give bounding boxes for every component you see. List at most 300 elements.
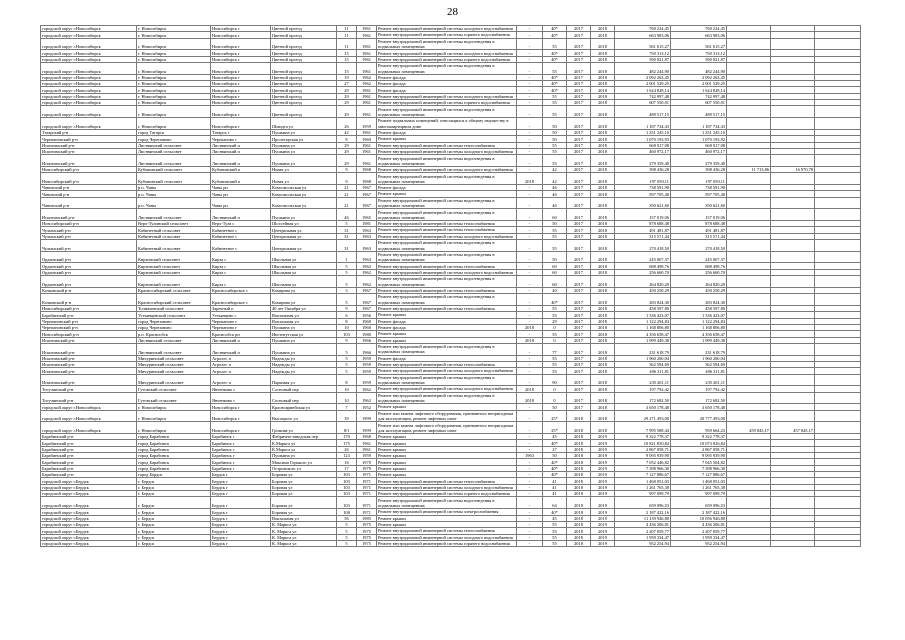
cell-house-number: 103 — [337, 497, 357, 509]
cell-house-number: 19 — [337, 74, 357, 80]
cell-wear-percent: 60 — [543, 276, 567, 288]
cell-street: Цветной проезд — [271, 56, 337, 62]
cell-street: Центральная ул — [271, 233, 337, 239]
cell-locality: Черепаново г — [211, 324, 271, 330]
cell-municipality: Кочковский р-н — [41, 294, 137, 306]
cell-settlement: г. Бердск — [137, 534, 211, 540]
cell-locality: Бердск г — [211, 478, 271, 484]
cell-plan-start: 2018 — [567, 410, 591, 422]
cell-house-number: 103 — [337, 484, 357, 490]
cell-last-repair-year: - — [517, 56, 543, 62]
cell-municipality: Барабинский р-н — [41, 472, 137, 478]
cell-locality: Новосибирск г — [211, 422, 271, 434]
cell-last-repair-year: - — [517, 148, 543, 154]
cell-house-number: 5 — [337, 263, 357, 269]
cell-plan-start: 2018 — [567, 515, 591, 521]
cell-settlement: г. Бердск — [137, 515, 211, 521]
cell-last-repair-year: - — [517, 251, 543, 263]
cell-plan-end: 2019 — [591, 509, 615, 515]
cell-plan-end: 2018 — [591, 251, 615, 263]
cell-house-number: 11 — [337, 26, 357, 32]
table-body — [41, 26, 861, 547]
cell-house-number: 5 — [337, 361, 357, 367]
cell-work-type: Ремонт фасада — [377, 355, 517, 361]
cell-plan-start: 2017 — [567, 343, 591, 355]
cell-last-repair-year: - — [517, 197, 543, 209]
cell-street: Комсомольская ул — [271, 184, 337, 190]
cell-plan-start: 2017 — [567, 374, 591, 386]
cell-fund-cost: 738 591,90 — [671, 184, 727, 190]
cell-house-number: 108 — [337, 509, 357, 515]
cell-total-cost: 1 251 245,10 — [615, 129, 671, 135]
cell-total-cost: 450 250,29 — [615, 287, 671, 293]
cell-house-number: 29 — [337, 100, 357, 106]
cell-municipality: Ордынский р-н — [41, 269, 137, 275]
cell-street: Комсомольская ул — [271, 197, 337, 209]
cell-build-year: 1960 — [357, 324, 377, 330]
cell-plan-end: 2018 — [591, 361, 615, 367]
cell-last-repair-year: - — [517, 294, 543, 306]
cell-last-repair-year: - — [517, 155, 543, 167]
cell-street: Пушкина ул — [271, 324, 337, 330]
cell-build-year: 1961 — [357, 100, 377, 106]
cell-build-year: 1961 — [357, 446, 377, 452]
cell-total-cost: 197 059,11 — [615, 173, 671, 185]
cell-plan-start: 2017 — [567, 305, 591, 311]
cell-plan-end: 2018 — [591, 269, 615, 275]
cell-locality: Бердск г — [211, 491, 271, 497]
cell-house-number: 29 — [337, 106, 357, 118]
cell-fund-cost: 2 092 263,45 — [671, 74, 727, 80]
cell-street: Цветной проезд — [271, 87, 337, 93]
cell-plan-end: 2018 — [591, 392, 615, 404]
cell-wear-percent: 55 — [543, 233, 567, 239]
cell-locality: Новосибирск г — [211, 56, 271, 62]
cell-locality: Краснообск рп — [211, 331, 271, 337]
cell-wear-percent: 60 — [543, 269, 567, 275]
cell-other-cost — [815, 294, 861, 306]
cell-total-cost: 29 271 493,00 — [615, 410, 671, 422]
cell-work-type: Ремонт фасада — [377, 129, 517, 135]
cell-plan-end: 2018 — [591, 93, 615, 99]
cell-street: Цветной проезд — [271, 63, 337, 75]
cell-fund-cost: 1 099 449,38 — [671, 337, 727, 343]
cell-work-type: Ремонт внутридомовой инженерной системы холодного водоснабжения — [377, 269, 517, 275]
cell-municipality: Чановский р-н — [41, 191, 137, 197]
cell-plan-start: 2017 — [567, 100, 591, 106]
cell-plan-end: 2018 — [591, 50, 615, 56]
cell-plan-end: 2018 — [591, 312, 615, 318]
cell-plan-end: 2018 — [591, 142, 615, 148]
cell-build-year: 1968 — [357, 166, 377, 172]
cell-last-repair-year: 1963 — [517, 453, 543, 459]
cell-street: Школьная ул — [271, 251, 337, 263]
cell-last-repair-year: - — [517, 491, 543, 497]
cell-total-cost: 231 618,79 — [615, 343, 671, 355]
cell-last-repair-year: - — [517, 540, 543, 546]
cell-last-repair-year: 2018 — [517, 324, 543, 330]
cell-municipality: Ордынский р-н — [41, 263, 137, 269]
cell-locality: Кирза с — [211, 251, 271, 263]
cell-last-repair-year: - — [517, 129, 543, 135]
cell-work-type: Ремонт внутридомовой инженерной системы водоотведения в подвальных помещениях — [377, 63, 517, 75]
cell-settlement: город Барабинск — [137, 446, 211, 452]
table-row — [41, 63, 861, 75]
cell-fund-cost: 283 824,30 — [671, 294, 727, 306]
cell-street: Шмидта ул — [271, 118, 337, 130]
cell-house-number: 29 — [337, 148, 357, 154]
cell-work-type: Ремонт крыши — [377, 515, 517, 521]
table-row — [41, 173, 861, 185]
cell-locality: Татарск г — [211, 129, 271, 135]
cell-fund-cost: 997 099,79 — [671, 491, 727, 497]
cell-fund-cost: 157 019,06 — [671, 209, 727, 221]
cell-plan-end: 2018 — [591, 287, 615, 293]
cell-locality: Кабинетное с — [211, 227, 271, 233]
cell-plan-end: 2018 — [591, 155, 615, 167]
cell-street: Боровая ул — [271, 491, 337, 497]
cell-municipality: городской округ г.Новосибирск — [41, 87, 137, 93]
cell-locality: Кубовинский п — [211, 166, 271, 172]
cell-subsidy-cost — [727, 540, 771, 546]
cell-house-number: 8 — [337, 374, 357, 386]
cell-plan-end: 2018 — [591, 276, 615, 288]
cell-street: Школьная ул — [271, 276, 337, 288]
cell-plan-start: 2018 — [567, 422, 591, 434]
cell-settlement: Устьянцевский сельсовет — [137, 312, 211, 318]
cell-municipality: Чулымский р-н — [41, 233, 137, 239]
cell-owners-cost — [771, 38, 815, 50]
cell-owners-cost — [771, 374, 815, 386]
cell-settlement: г. Новосибирск — [137, 118, 211, 130]
cell-fund-cost: 235 261,11 — [671, 374, 727, 386]
cell-fund-cost: 7 127 886,67 — [671, 472, 727, 478]
cell-fund-cost: 750 313,12 — [671, 50, 727, 56]
cell-municipality: городской округ г.Бердск — [41, 534, 137, 540]
cell-fund-cost: 597 705,40 — [671, 191, 727, 197]
cell-settlement: Листвянский сельсовет — [137, 148, 211, 154]
cell-total-cost: 1 099 449,38 — [615, 337, 671, 343]
cell-plan-start: 2017 — [567, 63, 591, 75]
cell-last-repair-year: - — [517, 404, 543, 410]
cell-other-cost — [815, 197, 861, 209]
cell-street: Центральная ул — [271, 227, 337, 233]
cell-last-repair-year: - — [517, 191, 543, 197]
cell-total-cost: 9 095 939,90 — [615, 453, 671, 459]
cell-build-year: 1985 — [357, 515, 377, 521]
cell-house-number: 46 — [337, 209, 357, 221]
cell-plan-start: 2017 — [567, 331, 591, 337]
cell-plan-start: 2017 — [567, 227, 591, 233]
cell-settlement: город Бердск — [137, 472, 211, 478]
cell-locality: Красносибирское с — [211, 287, 271, 293]
cell-locality: Кирза с — [211, 263, 271, 269]
cell-last-repair-year: - — [517, 32, 543, 38]
cell-fund-cost: 1 468 051,03 — [671, 478, 727, 484]
cell-house-number: 9 — [337, 337, 357, 343]
cell-fund-cost: 458 397,80 — [671, 305, 727, 311]
cell-wear-percent: 50 — [543, 453, 567, 459]
cell-wear-percent: 50 — [543, 129, 567, 135]
cell-street: К. Маркса ул — [271, 534, 337, 540]
cell-house-number: 29 — [337, 142, 357, 148]
cell-settlement: г. Новосибирск — [137, 87, 211, 93]
cell-settlement: Кубовинский сельсовет — [137, 166, 211, 172]
cell-locality: Бердск г — [211, 528, 271, 534]
cell-work-type: Ремонт крыши — [377, 312, 517, 318]
cell-street: Пушкина ул — [271, 343, 337, 355]
cell-municipality: Искитимский р-н — [41, 361, 137, 367]
cell-last-repair-year: - — [517, 38, 543, 50]
cell-wear-percent: 55 — [543, 155, 567, 167]
cell-plan-start: 2018 — [567, 440, 591, 446]
cell-municipality: городской округ г.Новосибирск — [41, 422, 137, 434]
cell-build-year: 1981 — [357, 221, 377, 227]
cell-build-year: 1959 — [357, 374, 377, 386]
cell-house-number: 5 — [337, 294, 357, 306]
cell-wear-percent: 25* — [543, 422, 567, 434]
cell-house-number: 31 — [337, 227, 357, 233]
cell-fund-cost: 245 007,37 — [671, 251, 727, 263]
cell-last-repair-year: - — [517, 361, 543, 367]
cell-street: К. Маркса ул — [271, 521, 337, 527]
cell-plan-start: 2018 — [567, 491, 591, 497]
cell-plan-start: 2017 — [567, 324, 591, 330]
cell-plan-start: 2018 — [567, 521, 591, 527]
cell-plan-end: 2018 — [591, 129, 615, 135]
cell-plan-end: 2018 — [591, 106, 615, 118]
cell-plan-start: 2017 — [567, 318, 591, 324]
cell-wear-percent: 90 — [543, 374, 567, 386]
cell-subsidy-cost — [727, 410, 771, 422]
cell-plan-start: 2018 — [567, 509, 591, 515]
cell-work-type: Ремонт крыши — [377, 434, 517, 440]
cell-fund-cost: 7 398 966,30 — [671, 465, 727, 471]
cell-street: Боровая ул — [271, 497, 337, 509]
cell-other-cost — [815, 392, 861, 404]
cell-wear-percent: 55 — [543, 534, 567, 540]
cell-street: Высоцкого ул — [271, 410, 337, 422]
cell-plan-start: 2017 — [567, 50, 591, 56]
cell-build-year: 1959 — [357, 361, 377, 367]
cell-municipality: городской округ г.Новосибирск — [41, 63, 137, 75]
cell-plan-start: 2018 — [567, 465, 591, 471]
cell-other-cost — [815, 240, 861, 252]
cell-wear-percent: 40* — [543, 465, 567, 471]
cell-wear-percent: 46 — [543, 197, 567, 209]
cell-wear-percent: 41 — [543, 478, 567, 484]
cell-fund-cost: 760 224,45 — [671, 26, 727, 32]
cell-municipality: Искитимский р-н — [41, 209, 137, 221]
cell-plan-end: 2018 — [591, 240, 615, 252]
cell-municipality: городской округ г.Новосибирск — [41, 50, 137, 56]
cell-municipality: городской округ г.Бердск — [41, 528, 137, 534]
cell-plan-end: 2019 — [591, 515, 615, 521]
cell-settlement: Мичуринский сельсовет — [137, 374, 211, 386]
cell-total-cost: 760 224,45 — [615, 26, 671, 32]
cell-plan-start: 2017 — [567, 355, 591, 361]
cell-build-year: 1975 — [357, 521, 377, 527]
cell-owners-cost — [771, 155, 815, 167]
cell-plan-start: 2017 — [567, 142, 591, 148]
cell-settlement: г. Новосибирск — [137, 93, 211, 99]
cell-wear-percent: 55 — [543, 38, 567, 50]
cell-wear-percent: 40 — [543, 287, 567, 293]
cell-municipality: Новосибирский р-н — [41, 331, 137, 337]
cell-house-number: 5 — [337, 521, 357, 527]
cell-house-number: 1 — [337, 251, 357, 263]
cell-total-cost: 878 688,48 — [615, 221, 671, 227]
cell-fund-cost: 2 207 859,77 — [671, 528, 727, 534]
cell-subsidy-cost — [727, 106, 771, 118]
cell-work-type: Ремонт внутридомовой инженерной системы водоотведения в подвальных помещениях — [377, 173, 517, 185]
cell-locality: Новосибирск г — [211, 106, 271, 118]
cell-wear-percent: 0 — [543, 386, 567, 392]
cell-work-type: Ремонт внутридомовой инженерной системы водоотведения в подвальных помещениях — [377, 392, 517, 404]
cell-locality: Новосибирск г — [211, 63, 271, 75]
cell-settlement: г. Новосибирск — [137, 106, 211, 118]
cell-street: Цветной проезд — [271, 32, 337, 38]
cell-work-type: Ремонт внутридомовой инженерной системы водоотведения в подвальных помещениях — [377, 343, 517, 355]
cell-street: Новая ул — [271, 166, 337, 172]
cell-fund-cost: 1 624 828,14 — [671, 87, 727, 93]
cell-locality: Заречный п — [211, 305, 271, 311]
cell-last-repair-year: - — [517, 305, 543, 311]
cell-house-number: 17 — [337, 465, 357, 471]
cell-plan-end: 2019 — [591, 459, 615, 465]
cell-locality: Бердск г — [211, 540, 271, 546]
cell-wear-percent: 46 — [543, 184, 567, 190]
cell-plan-end: 2019 — [591, 484, 615, 490]
cell-plan-start: 2017 — [567, 392, 591, 404]
cell-last-repair-year: - — [517, 422, 543, 434]
cell-house-number: 26 — [337, 446, 357, 452]
cell-municipality: городской округ г.Бердск — [41, 478, 137, 484]
cell-fund-cost: 561 615,27 — [671, 38, 727, 50]
cell-subsidy-cost — [727, 155, 771, 167]
cell-wear-percent: 60 — [543, 209, 567, 221]
cell-wear-percent: 55 — [543, 528, 567, 534]
cell-locality: Черепаново г — [211, 318, 271, 324]
cell-build-year: 1961 — [357, 26, 377, 32]
cell-owners-cost — [771, 173, 815, 185]
cell-plan-start: 2017 — [567, 184, 591, 190]
cell-settlement: г. Новосибирск — [137, 100, 211, 106]
cell-municipality: Кочковский р-н — [41, 287, 137, 293]
cell-total-cost: 590 821,87 — [615, 56, 671, 62]
cell-street: Центральная ул — [271, 240, 337, 252]
cell-fund-cost: 1 122 294,84 — [671, 318, 727, 324]
cell-plan-end: 2018 — [591, 305, 615, 311]
cell-wear-percent: 40* — [543, 50, 567, 56]
cell-settlement: Кабинетный сельсовет — [137, 233, 211, 239]
cell-other-cost — [815, 410, 861, 422]
cell-locality: Новосибирск г — [211, 87, 271, 93]
cell-total-cost: 460 972,17 — [615, 148, 671, 154]
cell-plan-start: 2017 — [567, 386, 591, 392]
cell-fund-cost: 460 972,17 — [671, 148, 727, 154]
cell-street: Громова ул — [271, 422, 337, 434]
cell-subsidy-cost — [727, 197, 771, 209]
cell-last-repair-year: - — [517, 240, 543, 252]
cell-locality: Новосибирск г — [211, 404, 271, 410]
cell-total-cost: 1 122 294,84 — [615, 318, 671, 324]
cell-house-number: 8 — [337, 318, 357, 324]
cell-street: Островского ул — [271, 465, 337, 471]
cell-total-cost: 350 621,60 — [615, 197, 671, 209]
cell-house-number: 5 — [337, 269, 357, 275]
cell-other-cost — [815, 106, 861, 118]
cell-subsidy-cost — [727, 294, 771, 306]
cell-plan-end: 2018 — [591, 410, 615, 422]
cell-plan-end: 2019 — [591, 540, 615, 546]
cell-build-year: 1961 — [357, 142, 377, 148]
cell-settlement: г. Новосибирск — [137, 410, 211, 422]
cell-work-type: Ремонт внутридомовой инженерной системы водоотведения в подвальных помещениях — [377, 209, 517, 221]
cell-locality: Устьянцево с — [211, 312, 271, 318]
cell-wear-percent: 42 — [543, 166, 567, 172]
cell-wear-percent: 55 — [543, 331, 567, 337]
cell-build-year: 1962 — [357, 269, 377, 275]
cell-build-year: 1961 — [357, 87, 377, 93]
cell-fund-cost: 172 682,50 — [671, 392, 727, 404]
cell-total-cost: 1 261 765,38 — [615, 484, 671, 490]
cell-house-number: 11 — [337, 32, 357, 38]
cell-plan-start: 2017 — [567, 32, 591, 38]
cell-house-number: 9 — [337, 305, 357, 311]
cell-owners-cost — [771, 251, 815, 263]
cell-fund-cost: 398 436,28 — [671, 166, 727, 172]
cell-locality: Янченково с — [211, 392, 271, 404]
cell-locality: Агролес п — [211, 374, 271, 386]
cell-work-type: Ремонт крыши — [377, 191, 517, 197]
cell-total-cost: 1 336 423,07 — [615, 312, 671, 318]
cell-municipality: Новосибирский р-н — [41, 166, 137, 172]
cell-plan-start: 2018 — [567, 534, 591, 540]
cell-work-type: Ремонт подвальных помещений, относящихся к общему имуществу в многоквартирном доме — [377, 118, 517, 130]
cell-house-number: 16 — [337, 459, 357, 465]
cell-plan-start: 2018 — [567, 484, 591, 490]
cell-last-repair-year: - — [517, 142, 543, 148]
cell-house-number: 26 — [337, 118, 357, 130]
cell-fund-cost: 3 650 178,48 — [671, 404, 727, 410]
cell-subsidy-cost: 459 845,17 — [727, 422, 771, 434]
cell-build-year: 1968 — [357, 173, 377, 185]
cell-owners-cost — [771, 63, 815, 75]
cell-work-type: Ремонт внутридомовой инженерной системы теплоснабжения — [377, 263, 517, 269]
cell-build-year: 1959 — [357, 118, 377, 130]
cell-build-year: 1969 — [357, 136, 377, 142]
cell-build-year: 1967 — [357, 305, 377, 311]
cell-last-repair-year: - — [517, 484, 543, 490]
cell-municipality: городской округ г.Новосибирск — [41, 404, 137, 410]
cell-build-year: 1963 — [357, 233, 377, 239]
cell-build-year: 1965 — [357, 209, 377, 221]
cell-municipality: Искитимский р-н — [41, 148, 137, 154]
cell-subsidy-cost — [727, 392, 771, 404]
cell-settlement: г. Бердск — [137, 491, 211, 497]
cell-wear-percent: 25* — [543, 410, 567, 422]
cell-work-type: Ремонт внутридомовой инженерной системы водоотведения в подвальных помещениях — [377, 197, 517, 209]
cell-work-type: Ремонт крыши — [377, 453, 517, 459]
cell-last-repair-year: - — [517, 318, 543, 324]
cell-last-repair-year: - — [517, 136, 543, 142]
cell-street: Цветной проезд — [271, 50, 337, 56]
cell-wear-percent: 55 — [543, 521, 567, 527]
cell-plan-end: 2018 — [591, 63, 615, 75]
cell-last-repair-year: - — [517, 106, 543, 118]
cell-last-repair-year: - — [517, 534, 543, 540]
